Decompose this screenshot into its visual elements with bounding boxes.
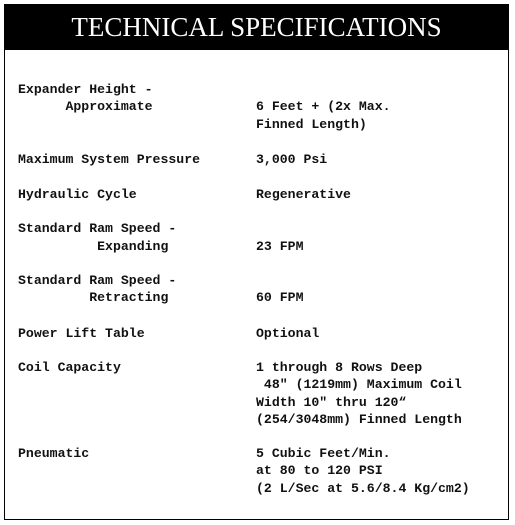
spec-value	[256, 151, 502, 168]
spec-value-line: 6 Feet + (2x Max.	[256, 99, 391, 115]
spec-row	[18, 325, 502, 342]
spec-label-line: Pneumatic	[18, 446, 90, 462]
spec-label	[18, 272, 256, 307]
spec-value	[256, 81, 502, 133]
spec-value	[256, 272, 502, 307]
spec-label-line: Coil Capacity	[18, 359, 121, 375]
spec-value-line: at 80 to 120 PSI	[256, 463, 383, 479]
spec-label	[18, 445, 256, 497]
spec-label-line: Standard Ram Speed -	[18, 221, 177, 237]
spec-value-line: Width 10" thru 120“	[256, 394, 407, 410]
spec-label-line: Hydraulic Cycle	[18, 187, 137, 203]
spec-label-line: Expanding	[18, 238, 169, 254]
spec-value-line: (254/3048mm) Finned Length	[256, 411, 462, 427]
spec-row	[18, 151, 502, 168]
spec-label	[18, 359, 256, 428]
spec-value-line	[256, 272, 502, 289]
spec-value-line	[256, 220, 502, 237]
spec-value-line: 1 through 8 Rows Deep	[256, 359, 423, 375]
spec-label	[18, 151, 256, 168]
spec-value	[256, 220, 502, 255]
spec-label-line: Maximum System Pressure	[18, 151, 201, 167]
spec-row	[18, 186, 502, 203]
spec-label-line: Expander Height -	[18, 82, 153, 97]
spec-label	[18, 186, 256, 203]
spec-row	[18, 359, 502, 428]
spec-label-line: Standard Ram Speed -	[18, 273, 177, 289]
spec-value-line: Finned Length)	[256, 116, 367, 132]
spec-value-line: (2 L/Sec at 5.6/8.4 Kg/cm2)	[256, 480, 470, 496]
spec-label	[18, 81, 256, 133]
page-title: TECHNICAL SPECIFICATIONS	[5, 5, 508, 50]
spec-row	[18, 220, 502, 255]
spec-value-line: 23 FPM	[256, 238, 304, 254]
spec-value	[256, 186, 502, 203]
spec-value-line: Regenerative	[256, 187, 351, 203]
spec-value-line: 3,000 Psi	[256, 151, 328, 167]
spec-value	[256, 445, 502, 497]
spec-label	[18, 325, 256, 342]
spec-value	[256, 325, 502, 342]
spec-label	[18, 220, 256, 255]
spec-label-line: Approximate	[18, 99, 153, 115]
spec-label-line: Power Lift Table	[18, 325, 145, 341]
spec-value	[256, 359, 502, 428]
spec-row	[18, 81, 502, 133]
spec-label-line: Retracting	[18, 290, 169, 306]
spec-list	[18, 81, 502, 497]
spec-value-line: 60 FPM	[256, 290, 304, 306]
spec-value-line: Optional	[256, 325, 320, 341]
spec-value-line: 48" (1219mm) Maximum Coil	[256, 377, 462, 393]
spec-row	[18, 272, 502, 307]
spec-row	[18, 445, 502, 497]
spec-sheet	[4, 4, 509, 520]
spec-value-line	[256, 81, 502, 98]
spec-value-line: 5 Cubic Feet/Min.	[256, 446, 391, 462]
